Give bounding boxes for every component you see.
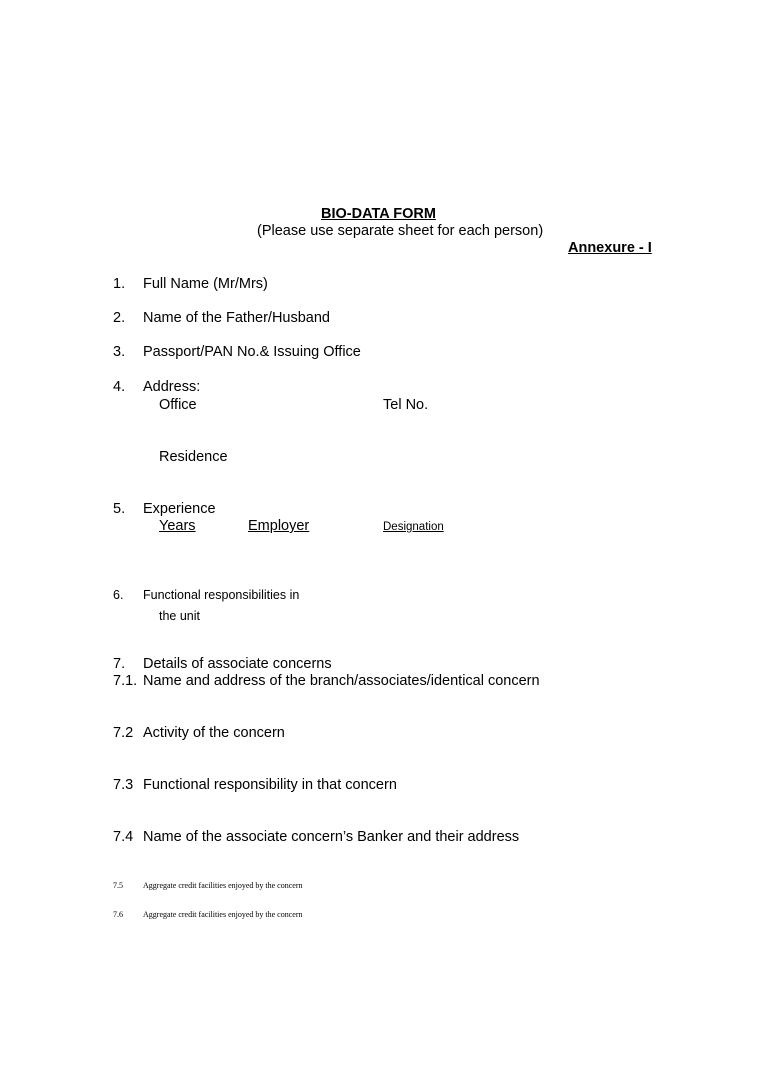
banker-label: Name of the associate concern’s Banker and their address xyxy=(143,829,520,845)
tel-label: Tel No. xyxy=(383,397,429,413)
branch-label: Name and address of the branch/associates/identical concern xyxy=(143,673,540,689)
item-number-2: 2. xyxy=(113,310,126,326)
item-number-4: 4. xyxy=(113,379,126,395)
annexure-label: Annexure - I xyxy=(568,240,652,256)
activity-label: Activity of the concern xyxy=(143,725,285,741)
years-header: Years xyxy=(159,518,196,534)
functional-label-line1: Functional responsibilities in xyxy=(143,588,300,602)
item-number-7-6: 7.6 xyxy=(113,910,123,919)
item-number-6: 6. xyxy=(113,588,124,602)
passport-label: Passport/PAN No.& Issuing Office xyxy=(143,344,361,360)
item-number-1: 1. xyxy=(113,276,126,292)
father-husband-label: Name of the Father/Husband xyxy=(143,310,330,326)
experience-label: Experience xyxy=(143,501,216,517)
designation-header: Designation xyxy=(383,521,444,533)
func-concern-label: Functional responsibility in that concern xyxy=(143,777,397,793)
associate-label: Details of associate concerns xyxy=(143,656,332,672)
item-number-5: 5. xyxy=(113,501,126,517)
form-subtitle: (Please use separate sheet for each person) xyxy=(257,223,544,239)
credit-label-1: Aggregate credit facilities enjoyed by the concern xyxy=(143,881,303,890)
item-number-7-3: 7.3 xyxy=(113,777,134,793)
functional-label-line2: the unit xyxy=(159,609,201,623)
credit-label-2: Aggregate credit facilities enjoyed by the concern xyxy=(143,910,303,919)
address-label: Address: xyxy=(143,379,201,395)
form-title: BIO-DATA FORM xyxy=(321,206,436,222)
item-number-7-4: 7.4 xyxy=(113,829,134,845)
item-number-7: 7. xyxy=(113,656,126,672)
item-number-7-5: 7.5 xyxy=(113,881,123,890)
employer-header: Employer xyxy=(248,518,310,534)
office-label: Office xyxy=(159,397,197,413)
residence-label: Residence xyxy=(159,449,228,465)
item-number-3: 3. xyxy=(113,344,126,360)
item-number-7-2: 7.2 xyxy=(113,725,134,741)
item-number-7-1: 7.1. xyxy=(113,673,138,689)
full-name-label: Full Name (Mr/Mrs) xyxy=(143,276,268,292)
